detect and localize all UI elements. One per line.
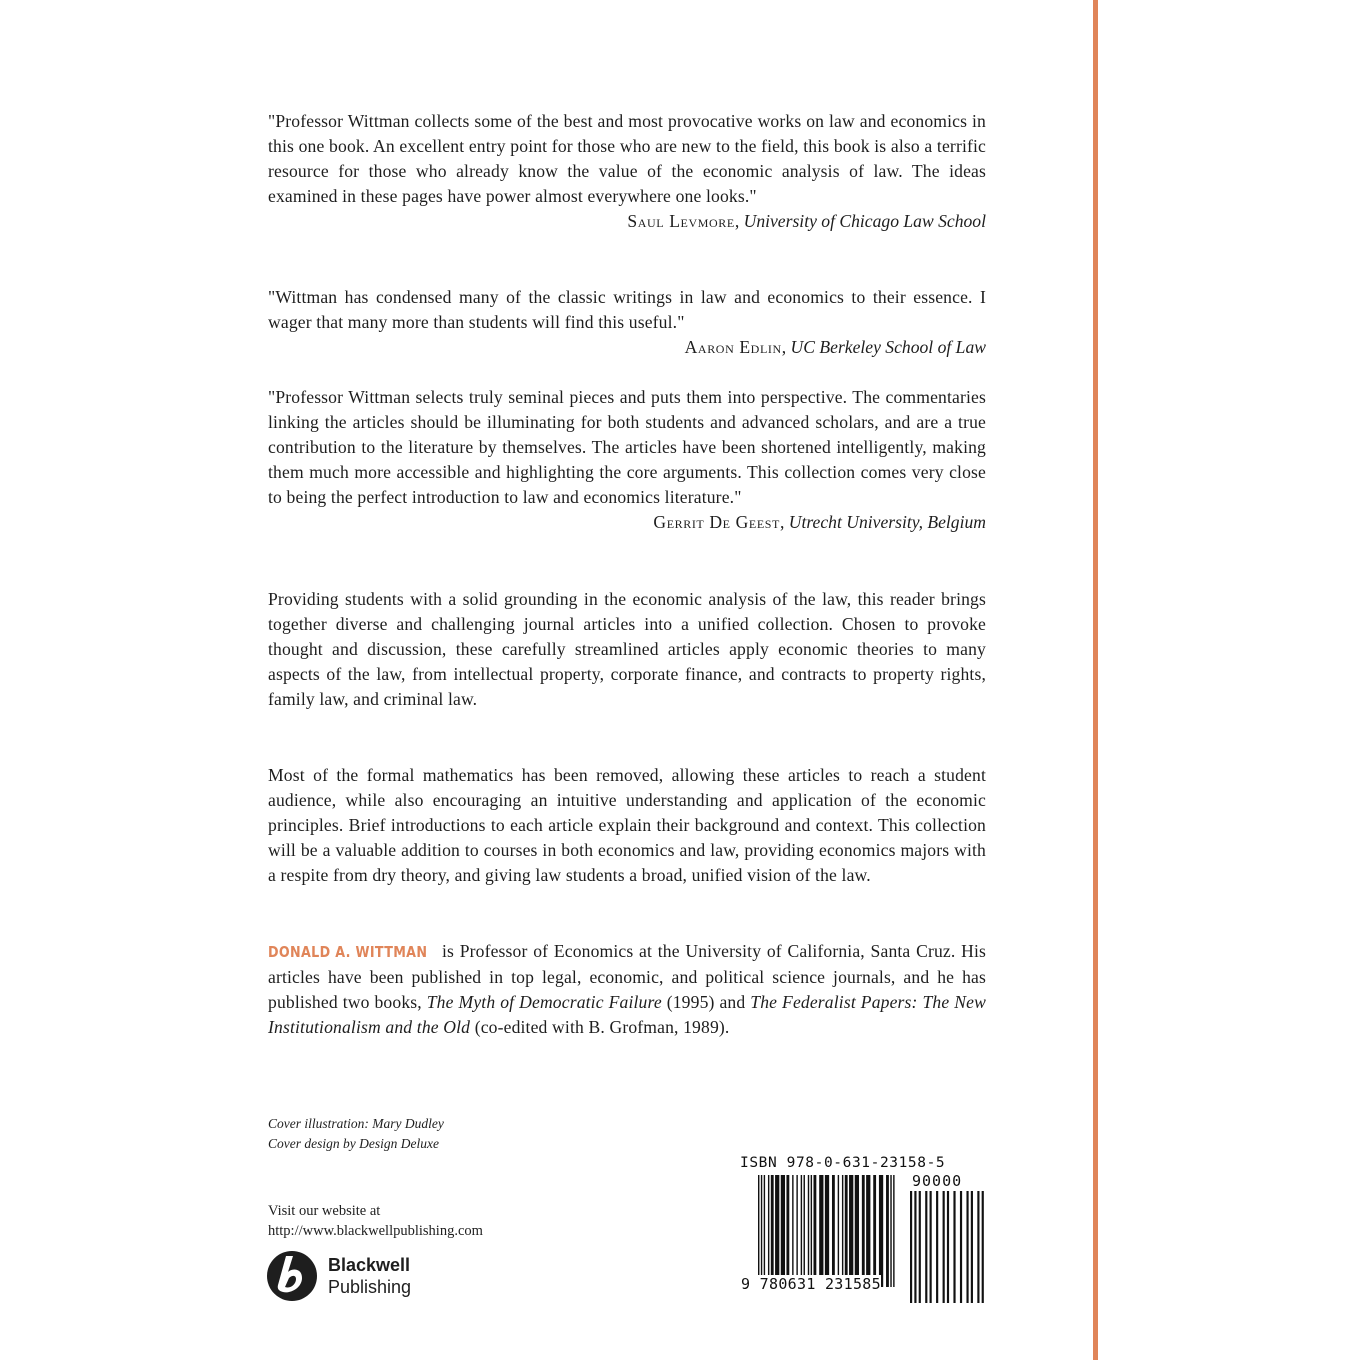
- barcode-bar: [761, 1175, 762, 1287]
- illustration-credit: Cover illustration: Mary Dudley: [268, 1116, 444, 1131]
- barcode-bar: [808, 1175, 809, 1287]
- author-bio-part: (co-edited with B. Grofman, 1989).: [470, 1017, 730, 1038]
- publisher-name-line1: Blackwell: [328, 1255, 411, 1275]
- quote-text: "Wittman has condensed many of the classic writings in law and economics to their essence. I wager that many more than students will find this useful.": [268, 287, 986, 333]
- barcode-bar: [910, 1191, 912, 1303]
- barcode-bar: [768, 1175, 769, 1287]
- barcode-bar: [943, 1191, 945, 1303]
- book-title: The Federalist Papers: The New Institutionalism and the Old: [268, 992, 986, 1038]
- author-bio-part: is Professor of Economics at the University of California, Santa Cruz. His articles have been published in top legal, economic, and political science journals, and he has published two books,: [268, 941, 986, 1013]
- publisher-name-line2: Publishing: [328, 1277, 412, 1297]
- quote-attribution: Aaron Edlin, UC Berkeley School of Law: [684, 337, 986, 358]
- barcode-bar: [966, 1191, 968, 1303]
- barcode-bar: [977, 1191, 979, 1303]
- barcode-bar: [930, 1191, 932, 1303]
- barcode-bar: [804, 1175, 805, 1287]
- price-addon-barcode: [910, 1191, 986, 1303]
- barcode-bar: [936, 1191, 938, 1303]
- barcode-bar: [758, 1175, 759, 1287]
- ean-barcode: [758, 1175, 896, 1287]
- quote-attribution: Saul Levmore, University of Chicago Law School: [627, 211, 986, 232]
- blurb-quote-3: [268, 385, 986, 536]
- barcode-bar: [914, 1191, 916, 1303]
- price-code: 90000: [912, 1172, 963, 1190]
- barcode-bar: [886, 1175, 889, 1287]
- spine-accent-stripe: [1093, 0, 1098, 1360]
- barcode-bar: [873, 1175, 876, 1287]
- description-paragraph-1: [268, 587, 986, 712]
- author-bio: [268, 939, 986, 1040]
- quote-institution: Utrecht University, Belgium: [788, 512, 986, 533]
- barcode-bar: [811, 1175, 812, 1287]
- description-paragraph-2: [268, 763, 986, 888]
- barcode-bar: [786, 1175, 789, 1287]
- author-bio-text: [268, 939, 986, 1040]
- author-bio-part: (1995) and: [661, 992, 751, 1013]
- quote-text: "Professor Wittman selects truly seminal pieces and puts them into perspective. The commentaries linking the articles should be illuminating for both students and advanced scholars, and are a true contribution to the literature by themselves. The articles have been shortened intelligently, making them much more accessible and highlighting the core arguments. This collection comes very close to being the perfect introduction to law and economics literature.": [268, 387, 986, 508]
- barcode-bar: [781, 1175, 785, 1287]
- quote-text: "Professor Wittman collects some of the best and most provocative works on law and economics in this one book. An excellent entry point for those who are new to the field, this book is also a terrific resource for those who already know the value of the economic analysis of law. The ideas examined in these pages have power almost everywhere one looks.": [268, 111, 986, 207]
- publisher-website: [268, 1202, 483, 1241]
- barcode-bar: [947, 1191, 949, 1303]
- quote-author: Aaron Edlin: [684, 337, 782, 358]
- barcode-bar: [796, 1175, 797, 1287]
- design-credit: Cover design by Design Deluxe: [268, 1135, 439, 1151]
- barcode-bar: [838, 1175, 839, 1287]
- quote-author: Saul Levmore: [627, 211, 735, 232]
- barcode-bar: [953, 1191, 955, 1303]
- author-name: DONALD A. WITTMAN: [268, 943, 428, 961]
- website-label: Visit our website at: [268, 1203, 381, 1219]
- quote-institution: University of Chicago Law School: [743, 211, 986, 232]
- barcode-bar: [832, 1175, 835, 1287]
- cover-credits: [268, 1114, 444, 1153]
- barcode-bar: [890, 1175, 891, 1287]
- publisher-name: [328, 1254, 411, 1298]
- barcode-bar: [855, 1175, 859, 1287]
- barcode-bar: [866, 1175, 870, 1287]
- website-url[interactable]: http://www.blackwellpublishing.com: [268, 1222, 483, 1239]
- barcode-bar: [842, 1175, 843, 1287]
- barcode-bar: [971, 1191, 973, 1303]
- barcode-bar: [849, 1175, 853, 1287]
- quote-institution: UC Berkeley School of Law: [790, 337, 986, 358]
- barcode-bar: [960, 1191, 962, 1303]
- barcode-bar: [792, 1175, 793, 1287]
- barcode-bar: [879, 1175, 883, 1287]
- description-text: Most of the formal mathematics has been removed, allowing these articles to reach a student audience, while also encouraging an intuitive understanding and application of the economic principles. Brief introductions to each article explain their background and context. This collection will be a valuable addition to courses in both economics and law, providing economics majors with a respite from dry theory, and giving law students a broad, unified vision of the law.: [268, 765, 986, 886]
- blurb-quote-2: [268, 285, 986, 360]
- barcode-bar: [801, 1175, 802, 1287]
- barcode-bar: [764, 1175, 765, 1287]
- barcode-bar: [813, 1175, 816, 1287]
- barcode-bar: [982, 1191, 984, 1303]
- quote-attribution: Gerrit De Geest, Utrecht University, Belgium: [653, 512, 986, 533]
- ean-number: 9 780631 231585: [741, 1275, 881, 1293]
- book-title: The Myth of Democratic Failure: [426, 992, 662, 1013]
- barcode-bar: [862, 1175, 865, 1287]
- blurb-quote-1: [268, 109, 986, 234]
- barcode-bar: [925, 1191, 927, 1303]
- barcode-bar: [845, 1175, 848, 1287]
- quote-author: Gerrit De Geest: [653, 512, 780, 533]
- blackwell-b-icon: [266, 1250, 318, 1302]
- barcode-bar: [825, 1175, 829, 1287]
- barcode-bar: [775, 1175, 779, 1287]
- isbn-label: ISBN 978-0-631-23158-5: [740, 1155, 946, 1171]
- barcode-bar: [771, 1175, 774, 1287]
- barcode-bar: [893, 1175, 894, 1287]
- barcode-bar: [819, 1175, 823, 1287]
- barcode-bar: [919, 1191, 921, 1303]
- blackwell-logo: [266, 1250, 411, 1302]
- description-text: Providing students with a solid grounding in the economic analysis of the law, this reader brings together diverse and challenging journal articles into a unified collection. Chosen to provoke thought and discussion, these carefully streamlined articles apply economic theories to many aspects of the law, from intellectual property, corporate finance, and contracts to property rights, family law, and criminal law.: [268, 589, 986, 710]
